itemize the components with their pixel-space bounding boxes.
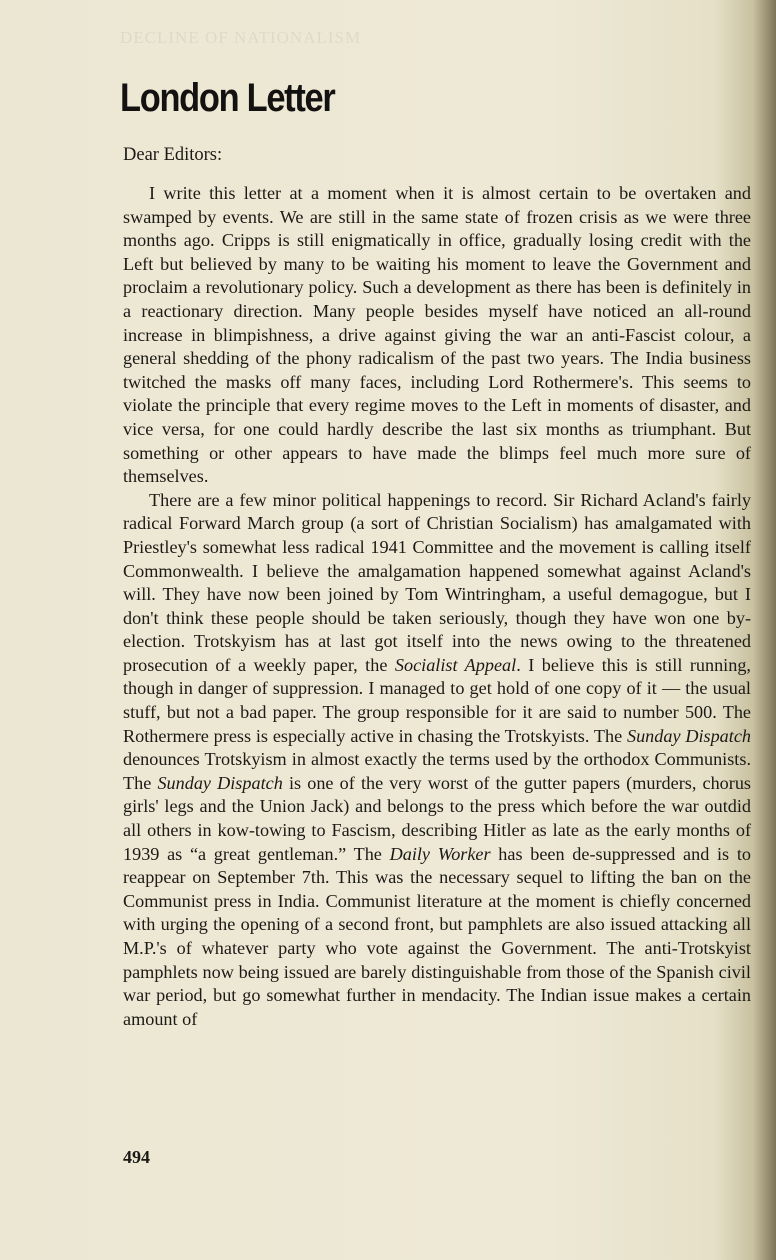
show-through-text: DECLINE OF NATIONALISM <box>120 28 362 47</box>
paragraph: There are a few minor political happenings to record. Sir Richard Acland's fairly radical Forward March group (a sort of Christian Socialism) has amalgamated with Priestley's somewhat less radical 1941 Committee and the movement is calling itself Commonwealth. I believe the amalgamation happened somewhat against Acland's will. They have now been joined by Tom Wintringham, a useful demagogue, but I don't think these people should be taken seriously, though they have won one by-election. Trotskyism has at last got itself into the news owing to the threatened prosecution of a weekly paper, the Socialist Appeal. I believe this is still running, though in danger of suppression. I managed to get hold of one copy of it — the usual stuff, but not a bad paper. The group responsible for it are said to number 500. The Rothermere press is especially active in chasing the Trotskyists. The Sunday Dispatch denounces Trotskyism in almost exactly the terms used by the orthodox Communists. The Sunday Dispatch is one of the very worst of the gutter papers (murders, chorus girls' legs and the Union Jack) and belongs to the press which before the war outdid all others in kow-towing to Fascism, describing Hitler as late as the early months of 1939 as “a great gentleman.” The Daily Worker has been de-suppressed and is to reappear on September 7th. This was the necessary sequel to lifting the ban on the Communist press in India. Communist literature at the moment is chiefly concerned with urging the opening of a second front, but pamphlets are also issued attacking all M.P.'s of whatever party who vote against the Government. The anti-Trotskyist pamphlets now being issued are barely distinguishable from those of the Spanish civil war period, but go somewhat further in mendacity. The Indian issue makes a certain amount of <box>123 489 752 1029</box>
paragraph: I write this letter at a moment when it is almost certain to be overtaken and swamped by events. We are still in the same state of frozen crisis as we were three months ago. Cripps is still enigmatically in office, gradually losing credit with the Left but believed by many to be waiting his moment to leave the Government and proclaim a revolutionary policy. Such a development as there has been is definitely in a reactionary direction. Many people besides myself have noticed an all-round increase in blimpishness, a drive against giving the war an anti-Fascist colour, a general shedding of the phony radicalism of the past two years. The India business twitched the masks off many faces, including Lord Rothermere's. This seems to violate the principle that every regime moves to the Left in moments of disaster, and vice versa, for one could hardly describe the last six months as triumphant. But something or other appears to have made the blimps feel much more sure of themselves. <box>123 183 751 487</box>
letter-body <box>123 182 751 1031</box>
page-number: 494 <box>123 1147 150 1167</box>
salutation: Dear Editors: <box>123 145 223 165</box>
article-title: London Letter <box>120 76 335 120</box>
